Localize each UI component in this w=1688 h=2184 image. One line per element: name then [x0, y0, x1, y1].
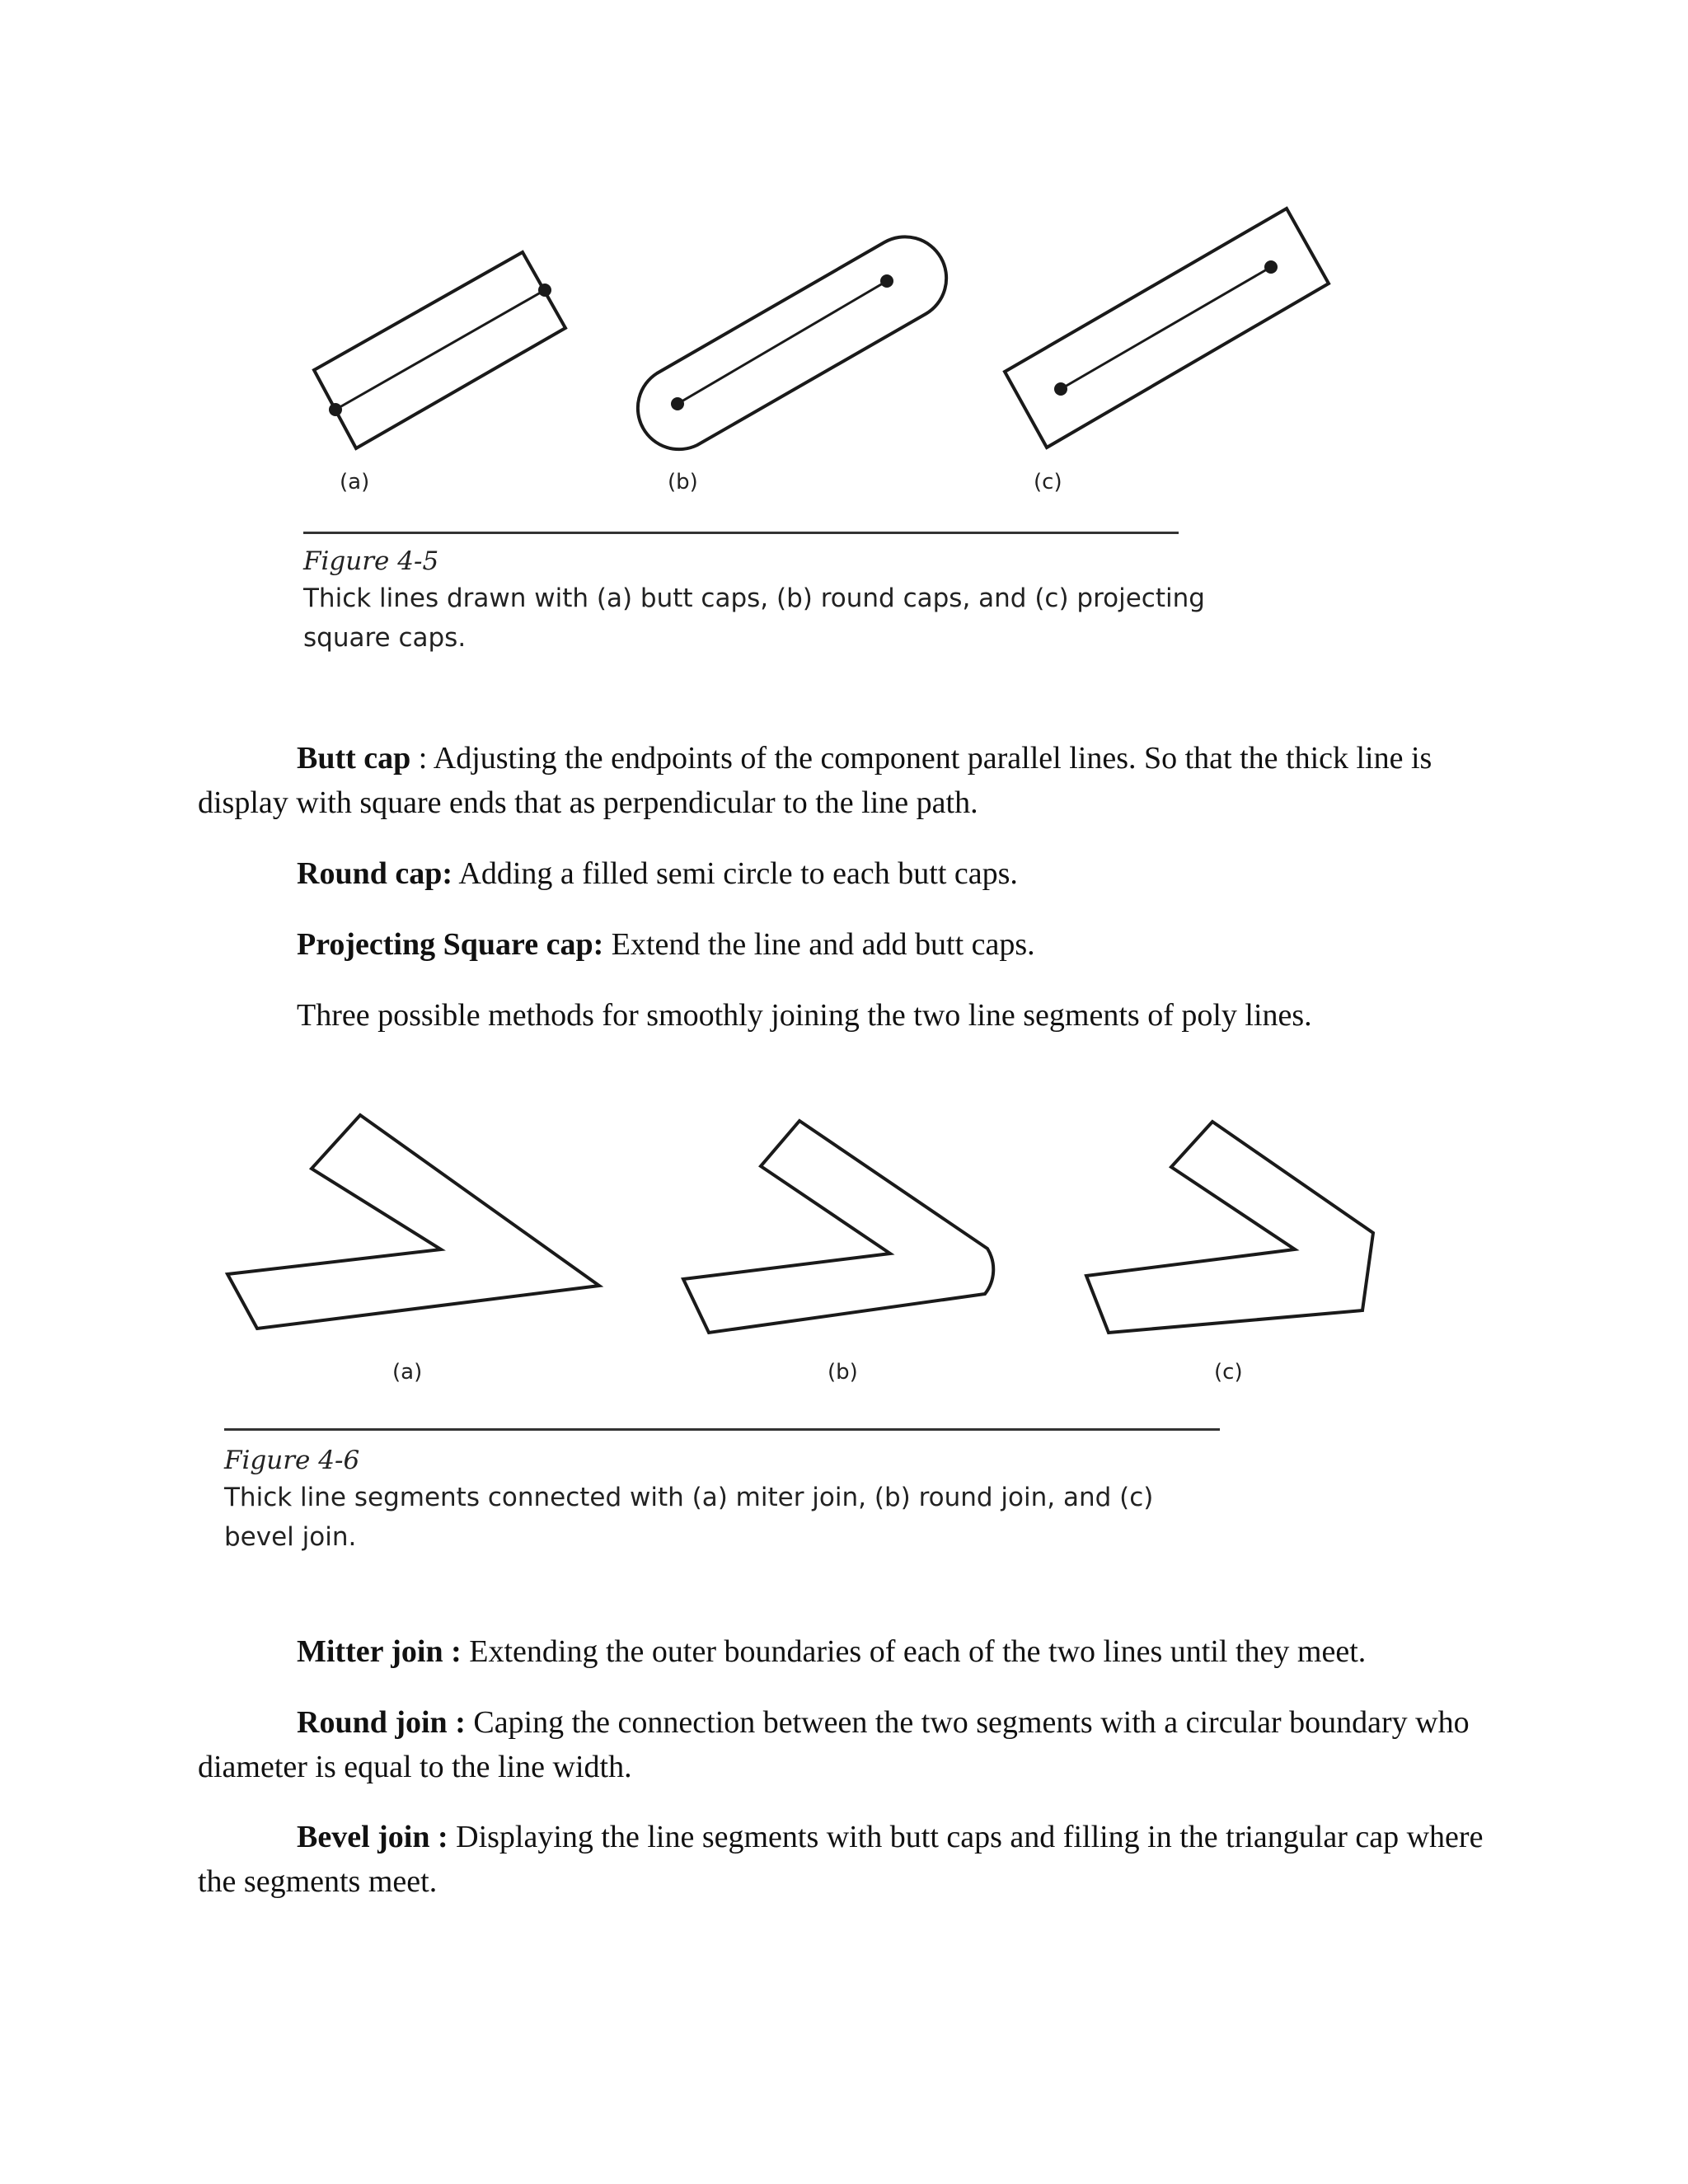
miter-join-shape	[227, 1115, 599, 1329]
definition-mitter-join: Extending the outer boundaries of each of the two lines until they meet.	[469, 1634, 1367, 1669]
figure-4-6-caption-line-2: bevel join.	[224, 1522, 357, 1552]
line-joins-illustration	[214, 1104, 1385, 1360]
figure-4-6-label-a: (a)	[392, 1360, 423, 1385]
intro-joins-text: Three possible methods for smoothly joining the two line segments of poly lines.	[297, 998, 1312, 1033]
round-join-shape	[683, 1121, 993, 1333]
paragraph-butt-cap: Butt cap : Adjusting the endpoints of the component parallel lines. So that the thick line is display with square ends that as perpendicular to the line path.	[198, 741, 1432, 820]
line-caps-illustration	[297, 198, 1352, 470]
figure-4-6-caption-line-1: Thick line segments connected with (a) miter join, (b) round join, and (c)	[224, 1483, 1154, 1512]
figure-4-6-rule	[224, 1428, 1220, 1431]
projecting-square-cap-shape	[1005, 209, 1329, 448]
endpoint-dot	[671, 397, 684, 410]
bevel-join-shape	[1086, 1122, 1373, 1333]
paragraph-joins-intro	[198, 993, 1484, 1038]
figure-4-6-title: Figure 4-6	[224, 1446, 360, 1475]
figure-4-5-caption-line-2: square caps.	[303, 623, 467, 653]
figure-4-5-label-c: (c)	[1034, 470, 1062, 494]
definition-round-cap: Adding a filled semi circle to each butt caps.	[458, 856, 1018, 891]
paragraph-round-join	[198, 1700, 1484, 1789]
term-projecting-square-cap: Projecting Square cap:	[297, 927, 604, 962]
definition-bevel-join: Displaying the line segments with butt caps and filling in the triangular cap where the segments meet.	[198, 1820, 1484, 1899]
definition-butt-cap: Adjusting the endpoints of the component parallel lines. So that the thick line is display with square ends that as perpendicular to the line path.	[198, 741, 1432, 820]
endpoint-dot	[1264, 260, 1278, 274]
term-mitter-join: Mitter join :	[297, 1634, 462, 1669]
figure-4-6-drawing	[214, 1104, 1385, 1360]
paragraph-projecting-square-cap	[198, 922, 1484, 967]
term-butt-cap: Butt cap	[297, 741, 411, 776]
endpoint-dot	[880, 274, 893, 288]
definition-round-join: Caping the connection between the two segments with a circular boundary who diameter is equal to the line width.	[198, 1705, 1470, 1784]
endpoint-dot	[1054, 382, 1067, 396]
figure-4-5-label-b: (b)	[668, 470, 698, 494]
paragraph-bevel-join	[198, 1815, 1484, 1904]
definition-projecting-square-cap: Extend the line and add butt caps.	[611, 927, 1035, 962]
butt-cap-shape	[314, 252, 565, 448]
term-round-join: Round join :	[297, 1705, 466, 1740]
figure-4-6-label-c: (c)	[1214, 1360, 1243, 1385]
paragraph-mitter-join	[198, 1629, 1484, 1674]
figure-4-6-label-b: (b)	[828, 1360, 858, 1385]
endpoint-dot	[538, 284, 551, 297]
figure-4-5-label-a: (a)	[340, 470, 370, 494]
figure-4-5-rule	[303, 532, 1179, 534]
figure-4-5-drawing	[297, 198, 1352, 470]
paragraph-round-cap	[198, 851, 1484, 896]
figure-4-5-caption-line-1: Thick lines drawn with (a) butt caps, (b) round caps, and (c) projecting	[303, 583, 1205, 613]
term-bevel-join: Bevel join :	[297, 1820, 448, 1854]
term-round-cap: Round cap:	[297, 856, 452, 891]
round-cap-shape	[638, 237, 946, 449]
figure-4-5-title: Figure 4-5	[303, 546, 439, 576]
endpoint-dot	[329, 403, 342, 416]
